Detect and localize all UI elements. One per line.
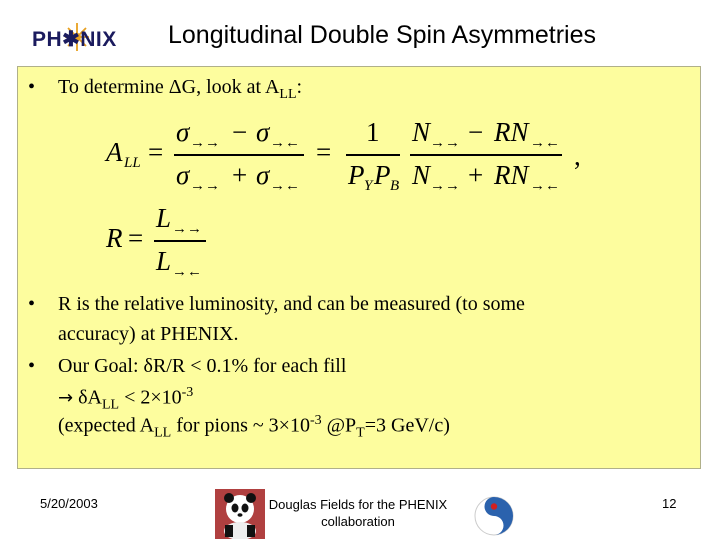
spin-logo-icon [474,494,514,538]
b3l3-a: (expected A [58,414,155,437]
plus-2: + [468,160,484,190]
bullet-1-text: To determine ΔG, look at A [58,76,280,98]
b3l3-b: for pions ~ 3×10 [171,414,310,437]
L-1-sub: →→ [172,221,202,237]
b3l3-c: @P [321,414,357,437]
P-B: P [374,160,391,190]
phenix-logo [30,20,135,56]
b3l3-sup: -3 [309,413,322,428]
R-symbol: R [106,223,123,253]
footer-author [258,496,458,530]
sigma-1-sub: →→ [190,135,220,151]
b3l2-sub: LL [101,397,120,413]
P-B-sub: B [390,178,400,194]
formula-eq-2: = [316,137,332,167]
RN-2-sub: →← [530,178,560,194]
bullet-3-line-1: Our Goal: δR/R < 0.1% for each fill [58,355,347,377]
bullet-2-line-2: accuracy) at PHENIX. [58,323,239,345]
RN-2: RN [494,160,529,190]
bullet-dot-2: • [28,293,36,315]
b3l2-a: δA [78,386,102,409]
plus-1: + [232,160,248,190]
sigma-2: σ [256,117,270,147]
formula-eq-1: = [148,137,164,167]
sigma-2-sub: →← [270,135,300,151]
sigma-4-sub: →← [270,178,300,194]
logo-text: PH✱NIX [32,28,117,51]
minus-2: − [468,117,484,147]
bullet-dot-3: • [28,355,36,377]
minus-1: − [232,117,248,147]
slide-title: Longitudinal Double Spin Asymmetries [168,21,597,49]
L-1: L [156,203,172,233]
formula-A: A [106,137,123,167]
formula-comma: , [574,141,581,171]
fraction-bar-2 [346,154,400,156]
b3l3-sub2: T [356,425,365,441]
N-1-sub: →→ [430,135,460,151]
b3l3-sub: LL [154,425,172,441]
b3l2-sup: -3 [181,385,194,400]
formula-A-sub: LL [124,155,141,171]
b3l3-d: =3 GeV/c) [364,414,450,437]
RN-1-sub: →← [530,135,560,151]
page-number: 12 [662,496,677,511]
bullet-1-end: : [296,76,303,98]
b3l2-b: < 2×10 [119,386,182,409]
bullet-2-line-1: R is the relative luminosity, and can be measured (to some [58,293,525,315]
fraction-bar-3 [410,154,562,156]
bullet-1 [58,76,302,103]
fraction-bar-4 [154,240,206,242]
bullet-3-line-3 [58,413,450,442]
N-2: N [412,160,431,190]
sigma-1: σ [176,117,190,147]
bullet-3-line-2 [58,385,193,414]
arrow-right-icon: → [58,387,74,409]
N-1: N [412,117,431,147]
sigma-4: σ [256,160,270,190]
sigma-3-sub: →→ [190,178,220,194]
one: 1 [366,117,380,147]
RN-1: RN [494,117,529,147]
L-2: L [156,246,172,276]
footer-author-line-1: Douglas Fields for the PHENIX [268,497,448,512]
formula-eq-3: = [128,223,144,253]
footer-date: 5/20/2003 [40,496,98,511]
content-panel [17,66,701,469]
sigma-3: σ [176,160,190,190]
N-2-sub: →→ [430,178,460,194]
footer-author-line-2: collaboration [321,514,395,529]
bullet-dot-1: • [28,76,36,98]
P-Y: P [348,160,365,190]
fraction-bar-1 [174,154,304,156]
L-2-sub: →← [172,264,202,280]
bullet-1-sub: LL [279,87,297,102]
P-Y-sub: Y [364,178,373,194]
